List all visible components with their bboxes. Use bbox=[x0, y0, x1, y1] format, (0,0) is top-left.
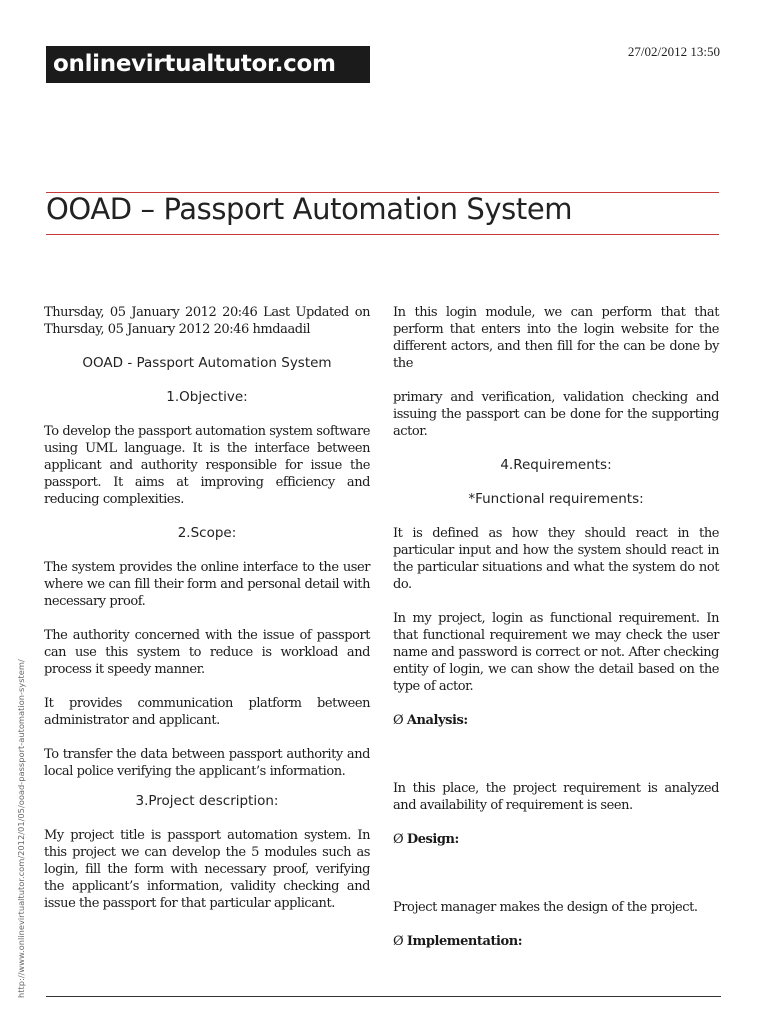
bullet-icon: Ø bbox=[393, 832, 404, 847]
design-heading: Ø Design: bbox=[393, 832, 459, 847]
footer-rule bbox=[46, 996, 721, 997]
analysis-heading: Ø Analysis: bbox=[393, 713, 468, 728]
heading-scope: 2.Scope: bbox=[177, 525, 237, 541]
right-column bbox=[393, 304, 719, 950]
implementation-heading: Ø Implementation: bbox=[393, 934, 523, 949]
login-paragraph-2: primary and verification, validation checking and issuing the passport can be done for the supporting actor. bbox=[393, 390, 719, 439]
functional-paragraph-2: In my project, login as functional requirement. In that functional requirement we may check the user name and password is correct or not. After checking entity of login, we can show the detail based on the type of actor. bbox=[393, 611, 719, 694]
scope-paragraph-1: The system provides the online interface to the user where we can fill their form and personal detail with necessary proof. bbox=[44, 560, 370, 609]
heading-objective: 1.Objective: bbox=[166, 389, 248, 405]
design-text: Project manager makes the design of the project. bbox=[393, 900, 698, 915]
source-url[interactable]: http://www.onlinevirtualtutor.com/2012/01/05/ooad-passport-automation-system/ bbox=[16, 659, 26, 998]
bullet-icon: Ø bbox=[393, 934, 404, 949]
heading-project-description: 3.Project description: bbox=[135, 793, 279, 809]
analysis-text: In this place, the project requirement is analyzed and availability of requirement is seen. bbox=[393, 781, 719, 813]
timestamp: 27/02/2012 13:50 bbox=[627, 44, 720, 59]
functional-paragraph-1: It is defined as how they should react in the particular input and how the system should react in the particular situations and what the system do not do. bbox=[393, 526, 719, 592]
page-title: OOAD – Passport Automation System bbox=[46, 192, 573, 226]
heading-functional-requirements: *Functional requirements: bbox=[468, 491, 644, 507]
article-subtitle: OOAD - Passport Automation System bbox=[82, 355, 332, 371]
login-paragraph-1: In this login module, we can perform that that perform that enters into the login website for the different actors, and then fill for the can be done by the bbox=[393, 305, 719, 371]
objective-text: To develop the passport automation system software using UML language. It is the interface between applicant and authority responsible for issue the passport. It aims at improving efficiency and reducing complexities. bbox=[44, 424, 370, 507]
scope-paragraph-3: It provides communication platform between administrator and applicant. bbox=[44, 696, 370, 728]
heading-requirements: 4.Requirements: bbox=[500, 457, 612, 473]
bullet-icon: Ø bbox=[393, 713, 404, 728]
article-meta: Thursday, 05 January 2012 20:46 Last Updated on Thursday, 05 January 2012 20:46 hmdaadil bbox=[44, 305, 370, 337]
project-text: My project title is passport automation system. In this project we can develop the 5 modules such as login, fill the form with necessary proof, verifying the applicant’s information, validity checking and issue the passport for that particular applicant. bbox=[44, 828, 370, 911]
scope-paragraph-4: To transfer the data between passport authority and local police verifying the applicant’s information. bbox=[44, 747, 370, 779]
site-logo[interactable]: onlinevirtualtutor.com bbox=[46, 46, 370, 83]
left-column bbox=[44, 304, 370, 912]
scope-paragraph-2: The authority concerned with the issue of passport can use this system to reduce is workload and process it speedy manner. bbox=[44, 628, 370, 677]
title-rule-bottom bbox=[46, 234, 719, 235]
